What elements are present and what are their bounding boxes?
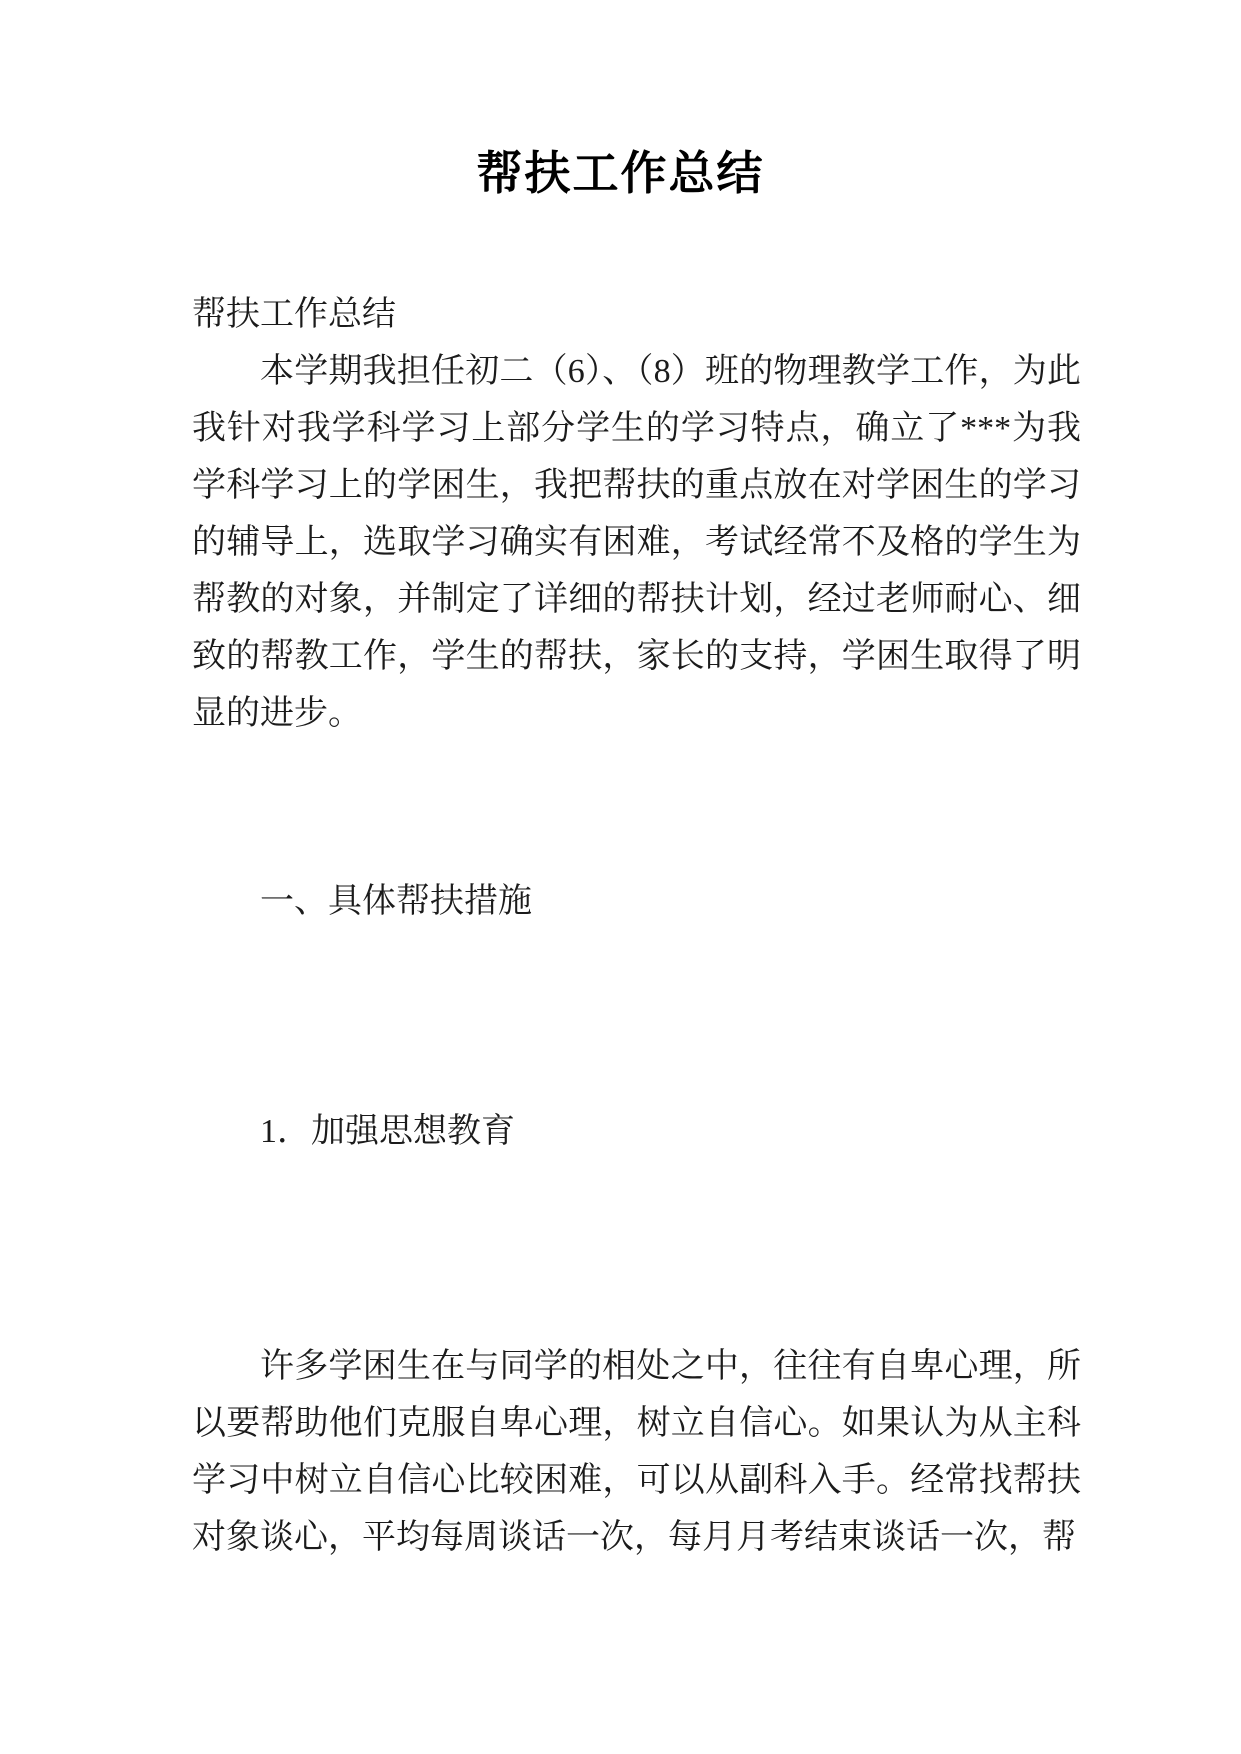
ideology-paragraph: 许多学困生在与同学的相处之中，往往有自卑心理，所以要帮助他们克服自卑心理，树立自信心。如果认为从主科学习中树立自信心比较困难，可以从副科入手。经常找帮扶对象谈心，平均每周谈话一次，每月月考结束谈话一次，帮 <box>192 1348 1081 1556</box>
section-heading-measures: 一、具体帮扶措施 <box>260 883 532 920</box>
document-title: 帮扶工作总结 <box>476 147 765 199</box>
intro-paragraph: 本学期我担任初二（6）、（8）班的物理教学工作，为此我针对我学科学习上部分学生的学习特点，确立了***为我学科学习上的学困生，我把帮扶的重点放在对学困生的学习的辅导上，选取学习确实有困难，考试经常不及格的学生为帮教的对象，并制定了详细的帮扶计划，经过老师耐心、细致的帮教工作，学生的帮扶，家长的支持，学困生取得了明显的进步。 <box>192 353 1081 732</box>
lead-line: 帮扶工作总结 <box>192 296 396 333</box>
document-body <box>0 286 1241 1566</box>
sub-heading-ideology-education: 1．加强思想教育 <box>260 1113 515 1150</box>
